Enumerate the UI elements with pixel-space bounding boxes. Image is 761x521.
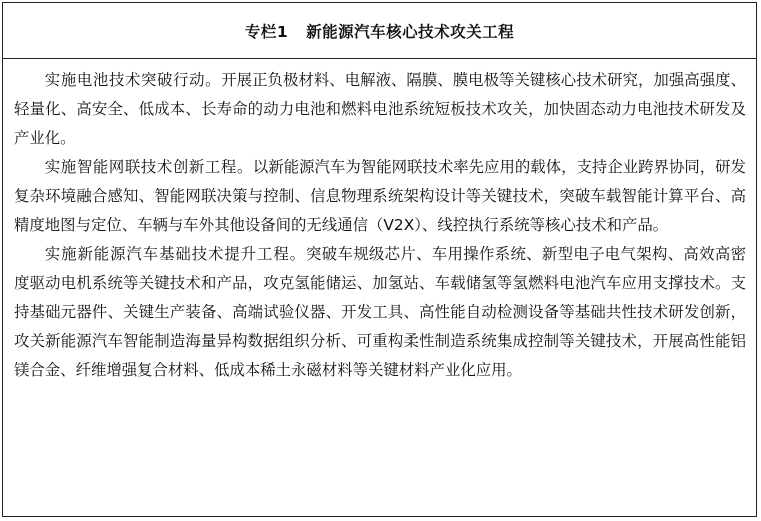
paragraph-lead: 实施智能网联技术创新工程。 <box>44 158 253 176</box>
box-title <box>245 20 514 42</box>
box-title-text: 新能源汽车核心技术攻关工程 <box>306 22 515 41</box>
paragraph-lead: 实施电池技术突破行动。 <box>44 71 222 89</box>
paragraph-intelligent-connected <box>14 153 746 240</box>
paragraph-lead: 实施新能源汽车基础技术提升工程。 <box>44 245 307 263</box>
paragraph-text: 突破车规级芯片、车用操作系统、新型电子电气架构、高效高密度驱动电机系统等关键技术和产品，攻克氢能储运、加氢站、车载储氢等氢燃料电池汽车应用支撑技术。支持基础元器件、关键生产装备、高端试验仪器、开发工具、高性能自动检测设备等基础共性技术研发创新，攻关新能源汽车智能制造海量异构数据组织分析、可重构柔性制造系统集成控制等关键技术，开展高性能铝镁合金、纤维增强复合材料、低成本稀土永磁材料等关键材料产业化应用。 <box>14 245 746 379</box>
feature-box <box>2 2 757 517</box>
paragraph-battery <box>14 66 746 153</box>
paragraph-text: 以新能源汽车为智能网联技术率先应用的载体，支持企业跨界协同，研发复杂环境融合感知、智能网联决策与控制、信息物理系统架构设计等关键技术，突破车载智能计算平台、高精度地图与定位、车辆与车外其他设备间的无线通信（V2X）、线控执行系统等核心技术和产品。 <box>14 158 746 234</box>
paragraph-basic-technology <box>14 240 746 385</box>
box-body <box>3 59 756 385</box>
box-title-row <box>3 3 756 59</box>
paragraph-text: 开展正负极材料、电解液、隔膜、膜电极等关键核心技术研究，加强高强度、轻量化、高安全、低成本、长寿命的动力电池和燃料电池系统短板技术攻关，加快固态动力电池技术研发及产业化。 <box>14 71 746 147</box>
box-title-label: 专栏1 <box>244 22 289 41</box>
